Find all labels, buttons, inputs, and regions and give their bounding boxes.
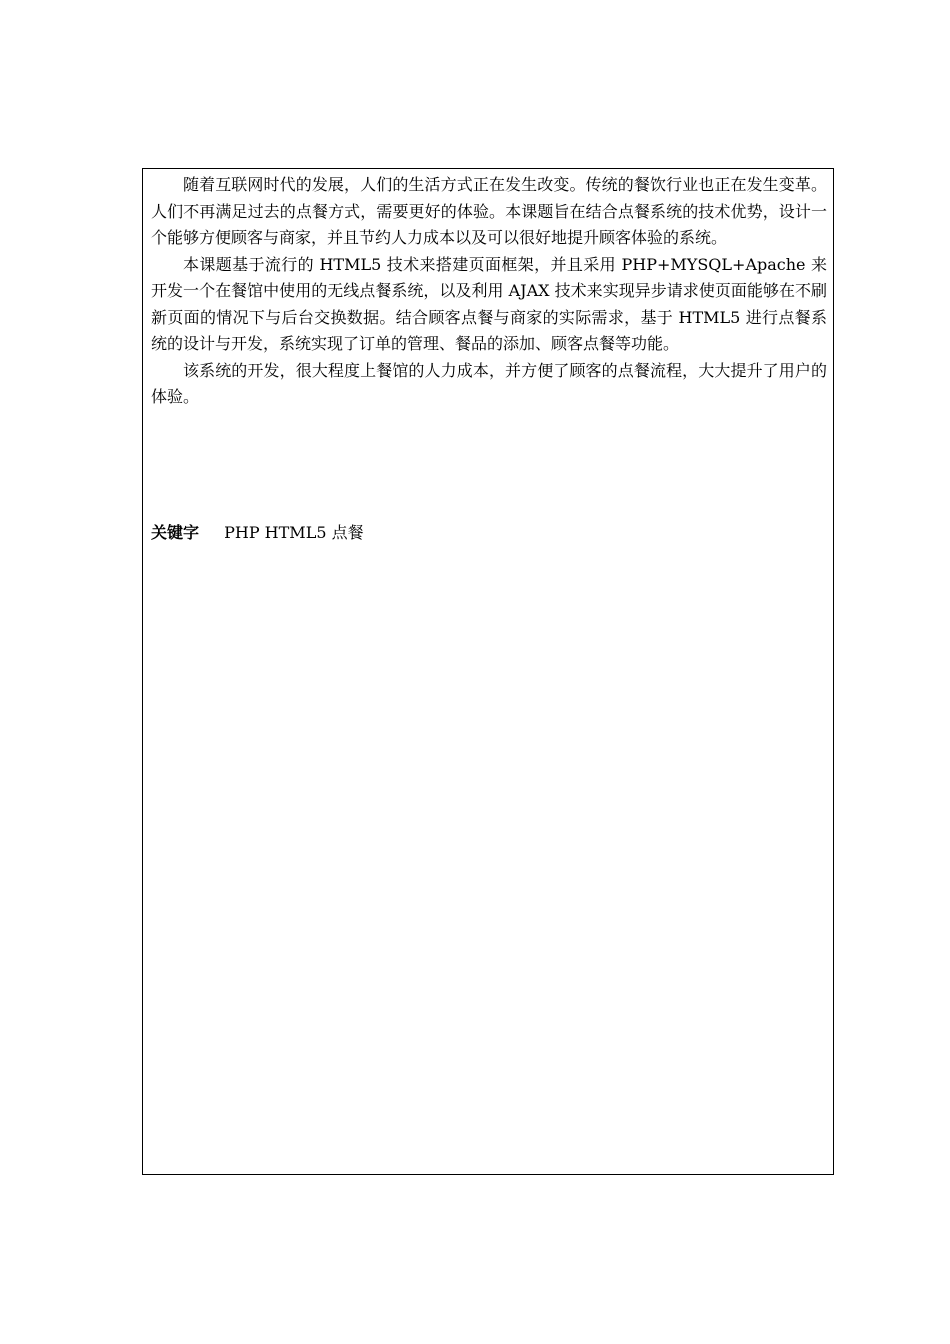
keywords-values: PHP HTML5 点餐 [224, 523, 364, 542]
keywords-line [151, 520, 364, 546]
keywords-label: 关键字 [151, 523, 200, 542]
abstract-paragraph-1: 随着互联网时代的发展，人们的生活方式正在发生改变。传统的餐饮行业也正在发生变革。人们不再满足过去的点餐方式，需要更好的体验。本课题旨在结合点餐系统的技术优势，设计一个能够方便顾客与商家，并且节约人力成本以及可以很好地提升顾客体验的系统。 [151, 175, 827, 247]
abstract-body [151, 172, 827, 411]
abstract-paragraph-3: 该系统的开发，很大程度上餐馆的人力成本，并方便了顾客的点餐流程，大大提升了用户的体验。 [151, 360, 827, 406]
abstract-paragraph-2: 本课题基于流行的 HTML5 技术来搭建页面框架，并且采用 PHP+MYSQL+Apache 来开发一个在餐馆中使用的无线点餐系统，以及利用 AJAX 技术来实现异步请求使页面能够在不刷新页面的情况下与后台交换数据。结合顾客点餐与商家的实际需求，基于 HTML5 进行点餐系统的设计与开发，系统实现了订单的管理、餐品的添加、顾客点餐等功能。 [151, 254, 827, 353]
